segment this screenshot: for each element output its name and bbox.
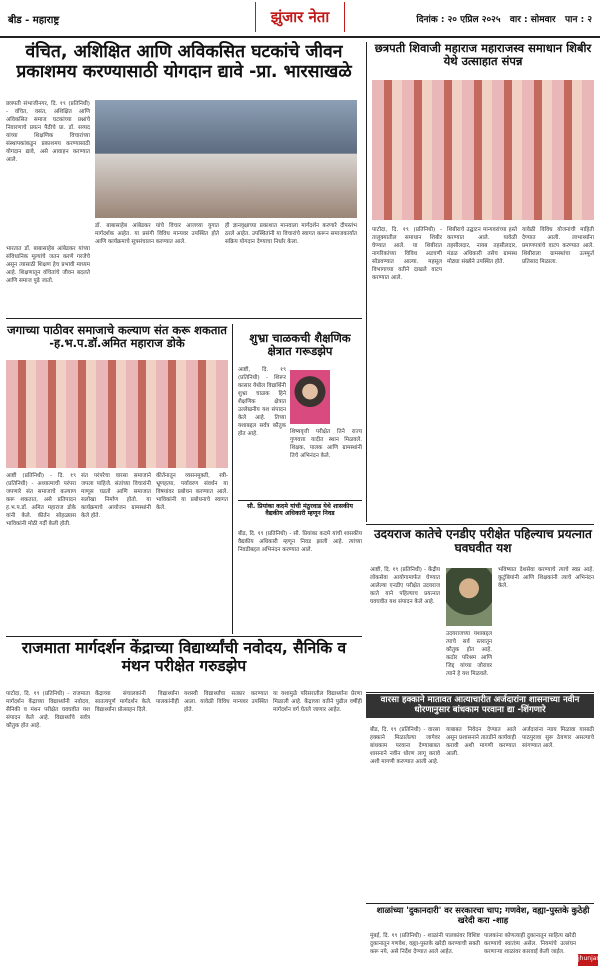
article-body: ही ज्ञानवृक्षाच्या प्रकाशात मानवाला मार्गदर्शन करणारे दीपस्तंभ ठरले आहेत. उपस्थितांनी या विचारांचे स्वागत करून समाजकार्यात सक्रिय योगदान देण्याचा निर्धार केला. [225,223,357,245]
event-photo [95,100,357,218]
article-headline: राजमाता मार्गदर्शन केंद्राच्या विद्यार्थ्यांची नवोदय, सैनिकि व मंथन परीक्षेत गरुडझेप [21,639,347,675]
divider [366,692,594,693]
date-day-page [416,12,592,25]
newspaper-mark: jhunjar [578,954,598,966]
article-body: आष्टी (प्रतिनिधी) - दि. १९ (प्रतिनिधी) - अध्यात्माची परंपरा जपणारे संत समाजाचे कल्याण करू शकतात, असे प्रतिपादन ह.भ.प.डॉ. अमित महाराज डोके यांनी केले. कीर्तन सोहळ्यास भाविकांनी मोठी गर्दी केली होती. [6,473,76,527]
article-body: या यशामुळे परिसरातील विद्यार्थ्यांना प्रेरणा मिळाली आहे. केंद्राच्या वतीने पुढील वर्षीही मार्गदर्शन वर्ग घेतले जाणार आहेत. [273,691,362,713]
portrait-photo [446,568,492,626]
divider [6,636,362,637]
article-headline: छत्रपती शिवाजी महाराज महाराजस्व समाधान शिबीर येथे उत्साहात संपन्न [374,41,592,69]
article-body: केंद्राच्या संचालकांनी विद्यार्थ्यांना सातत्यपूर्ण मार्गदर्शन केले. पालकांनीही विद्यार्थ्यांना प्रोत्साहन दिले. [95,691,179,713]
article-caption: सौ. प्रियांका कदमे यांची मंठुरवाड येथे शासकीय वैद्यकीय अधिकारी म्हणून निवड [247,503,353,518]
article-body: पाटोदा, दि. १९ (प्रतिनिधी) - राजमाता मार्गदर्शन केंद्राच्या विद्यार्थ्यांनी नवोदय, सैनिकी व मंथन परीक्षेत घवघवीत यश संपादन केले आहे. विद्यार्थ्यांचे सर्वत्र कौतुक होत आहे. [6,691,90,729]
article-body: डॉ. बाबासाहेब आंबेडकर यांचे विचार आजच्या युगात मार्गदर्शक आहेत. या प्रसंगी विविध मान्यवर उपस्थित होते आणि कार्यक्रमाचे सूत्रसंचालन करण्यात आले. [95,223,219,245]
divider [366,524,594,525]
article-headline: उदयराज कातेचे एनडीए परीक्षेत पहिल्याच प्रयत्नात घवघवीत यश [374,527,592,555]
divider [232,324,233,634]
article-body: कीर्तनातून व्यसनमुक्ती, स्त्री-भ्रूणहत्या, पर्यावरण संवर्धन या विषयांवर प्रबोधन करण्यात आले. भाविकांनी या प्रबोधनाचे स्वागत केले. [156,473,228,511]
article-body: आष्टी, दि. १९ (प्रतिनिधी) - केंद्रीय लोकसेवा आयोगामार्फत घेण्यात आलेल्या एनडीए परीक्षेत उदयराज काते याने पहिल्याच प्रयत्नात घवघवीत यश संपादन केले आहे. [370,567,440,605]
divider [366,903,594,904]
event-photo [6,360,228,468]
article-body: छत्रपती संभाजीनगर, दि. १९ (प्रतिनिधी) - वंचित, वसंत, अशिक्षित आणि अविकसित समाज घटकांच्या प्रश्नांचे निवारणाचे प्रयत्न पैठीचे प्रा. डॉ. सय्यद यांच्या शिक्षणिक विचारांच्या संस्थापकांकडून प्रकाशमय करण्यासाठी योगदान द्यावे, असे आवाहन करण्यात आले. [6,101,90,163]
article-headline: वारसा हक्काने मातावत आत्याचारीत अर्जदारांना शासनाच्या नवीन धोरणानुसार बांधकाम परवाना द्या -शिंगणारे [366,694,594,718]
article-body: पालकांना कोणत्याही दुकानातून साहित्य खरेदी करण्याचे स्वातंत्र्य असेल. नियमांचे उल्लंघन करणाऱ्या शाळांवर कारवाई केली जाईल. [484,933,576,955]
article-headline: जगाच्या पाठीवर समाजाचे कल्याण संत करू शकतात -ह.भ.प.डॉ.अमित महाराज डोके [7,323,227,351]
event-photo [372,80,594,220]
divider [6,318,362,319]
article-body: यशस्वी विद्यार्थ्यांचा सत्कार करण्यात आला. यावेळी विविध मान्यवर उपस्थित होते. [184,691,268,713]
article-body: संत परंपरेचा वारसा समाजाने जपला पाहिजे. संतांच्या विचारांनी माणूस घडतो आणि समाजात सलोखा निर्माण होतो. या कार्यक्रमाचे आयोजन ग्रामस्थांनी केले होते. [81,473,151,519]
article-headline: शाळांच्या 'दुकानदारी' वर सरकारचा चाप; गणवेश, वह्या-पुस्तके कुठेही खरेदी करा -शाह [376,905,590,925]
article-body: शिष्यवृत्ती परीक्षेत तिने राज्य गुणवत्ता यादीत स्थान मिळवले. शिक्षक, पालक आणि ग्रामस्थांनी तिचे अभिनंदन केले. [290,429,362,459]
day-label: वार : सोमवार [509,15,556,25]
article-body: यावेळी विविध योजनांची माहिती देण्यात आली. लाभार्थ्यांना प्रमाणपत्रांचे वाटप करण्यात आले. शिबीराला ग्रामस्थांचा उत्स्फूर्त प्रतिसाद मिळाला. [522,227,594,265]
divider [366,42,367,522]
page-number: पान : २ [565,15,592,25]
divider [238,500,362,501]
article-body: याबाबत निवेदन देण्यात आले असून प्रशासनाने तातडीने कार्यवाही करावी अशी मागणी करण्यात आली. [446,727,516,757]
district-label: बीड - महाराष्ट्र [8,15,60,26]
article-body: भविष्यात देशसेवा करण्याचे त्याचे स्वप्न आहे. कुटुंबियांनी आणि शिक्षकांनी त्याचे अभिनंदन केले. [498,567,594,589]
article-headline: वंचित, अशिक्षित आणि अविकसित घटकांचे जीवन प्रकाशमय करण्यासाठी योगदान द्यावे -प्रा. भारसाखळे [16,42,352,83]
article-body: बीड, दि. १९ (प्रतिनिधी) - सौ. प्रियांका कदमे यांची शासकीय वैद्यकीय अधिकारी म्हणून निवड झाली आहे. त्यांच्या निवडीबद्दल अभिनंदन करण्यात आले. [238,531,362,553]
article-body: शिबीराचे उद्घाटन मान्यवरांच्या हस्ते करण्यात आले. यावेळी तहसीलदार, नायब तहसीलदार, मंडळ अधिकारी तसेच ग्रामस्थ मोठ्या संख्येने उपस्थित होते. [447,227,517,265]
article-body: आष्टी, दि. १९ (प्रतिनिधी) - शिरूर कासार येथील विद्यार्थिनी शुभ्रा चाळक हिने शैक्षणिक क्षेत्रात उल्लेखनीय यश संपादन केले आहे. तिच्या यशाबद्दल सर्वत्र कौतुक होत आहे. [238,367,286,437]
article-body: अर्जदारांना न्याय मिळावा यासाठी पाठपुरावा सुरू ठेवणार असल्याचे सांगण्यात आले. [522,727,594,749]
student-photo [290,370,330,424]
article-headline: शुभ्रा चाळकची शैक्षणिक क्षेत्रात गरूडझेप [249,331,351,359]
article-body: पाटोदा, दि. १९ (प्रतिनिधी) - तालुक्यातील समाधान शिबीर घेण्यात आले. या शिबीरात नागरिकांच्या विविध अडचणी सोडवण्यात आल्या. महसूल विभागाच्या वतीने दाखले वाटप करण्यात आले. [372,227,442,281]
article-body: भारतात डॉ. बाबासाहेब आंबेडकर यांच्या संविधानिक मूल्यांचे जतन करणे गरजेचे असून त्यासाठी शिक्षण हेच प्रभावी माध्यम आहे. शिक्षणातून वंचितांचे जीवन बदलते आणि समाज पुढे जातो. [6,246,90,284]
page-header [0,0,600,38]
article-body: बीड, दि. १९ (प्रतिनिधी) - वारसा हक्काने मिळालेल्या जागेवर बांधकाम परवाना देण्याबाबत शासनाने नवीन धोरण लागू करावे अशी मागणी करण्यात आली आहे. [370,727,440,765]
newspaper-logo: झुंजार नेता [255,2,345,32]
article-body: मुंबई, दि. १९ (प्रतिनिधी) - शाळांनी पालकांवर विशिष्ट दुकानातून गणवेश, वह्या-पुस्तके खरेदी करण्याची सक्ती करू नये, असे निर्देश देण्यात आले आहेत. [370,933,480,955]
article-body: उदयराजच्या यशाबद्दल त्याचे सर्व स्तरातून कौतुक होत आहे. कठोर परिश्रम आणि जिद्द यांच्या जोरावर त्याने हे यश मिळवले. [446,631,492,677]
date-label: दिनांक : २० एप्रिल २०२५ [416,15,501,25]
